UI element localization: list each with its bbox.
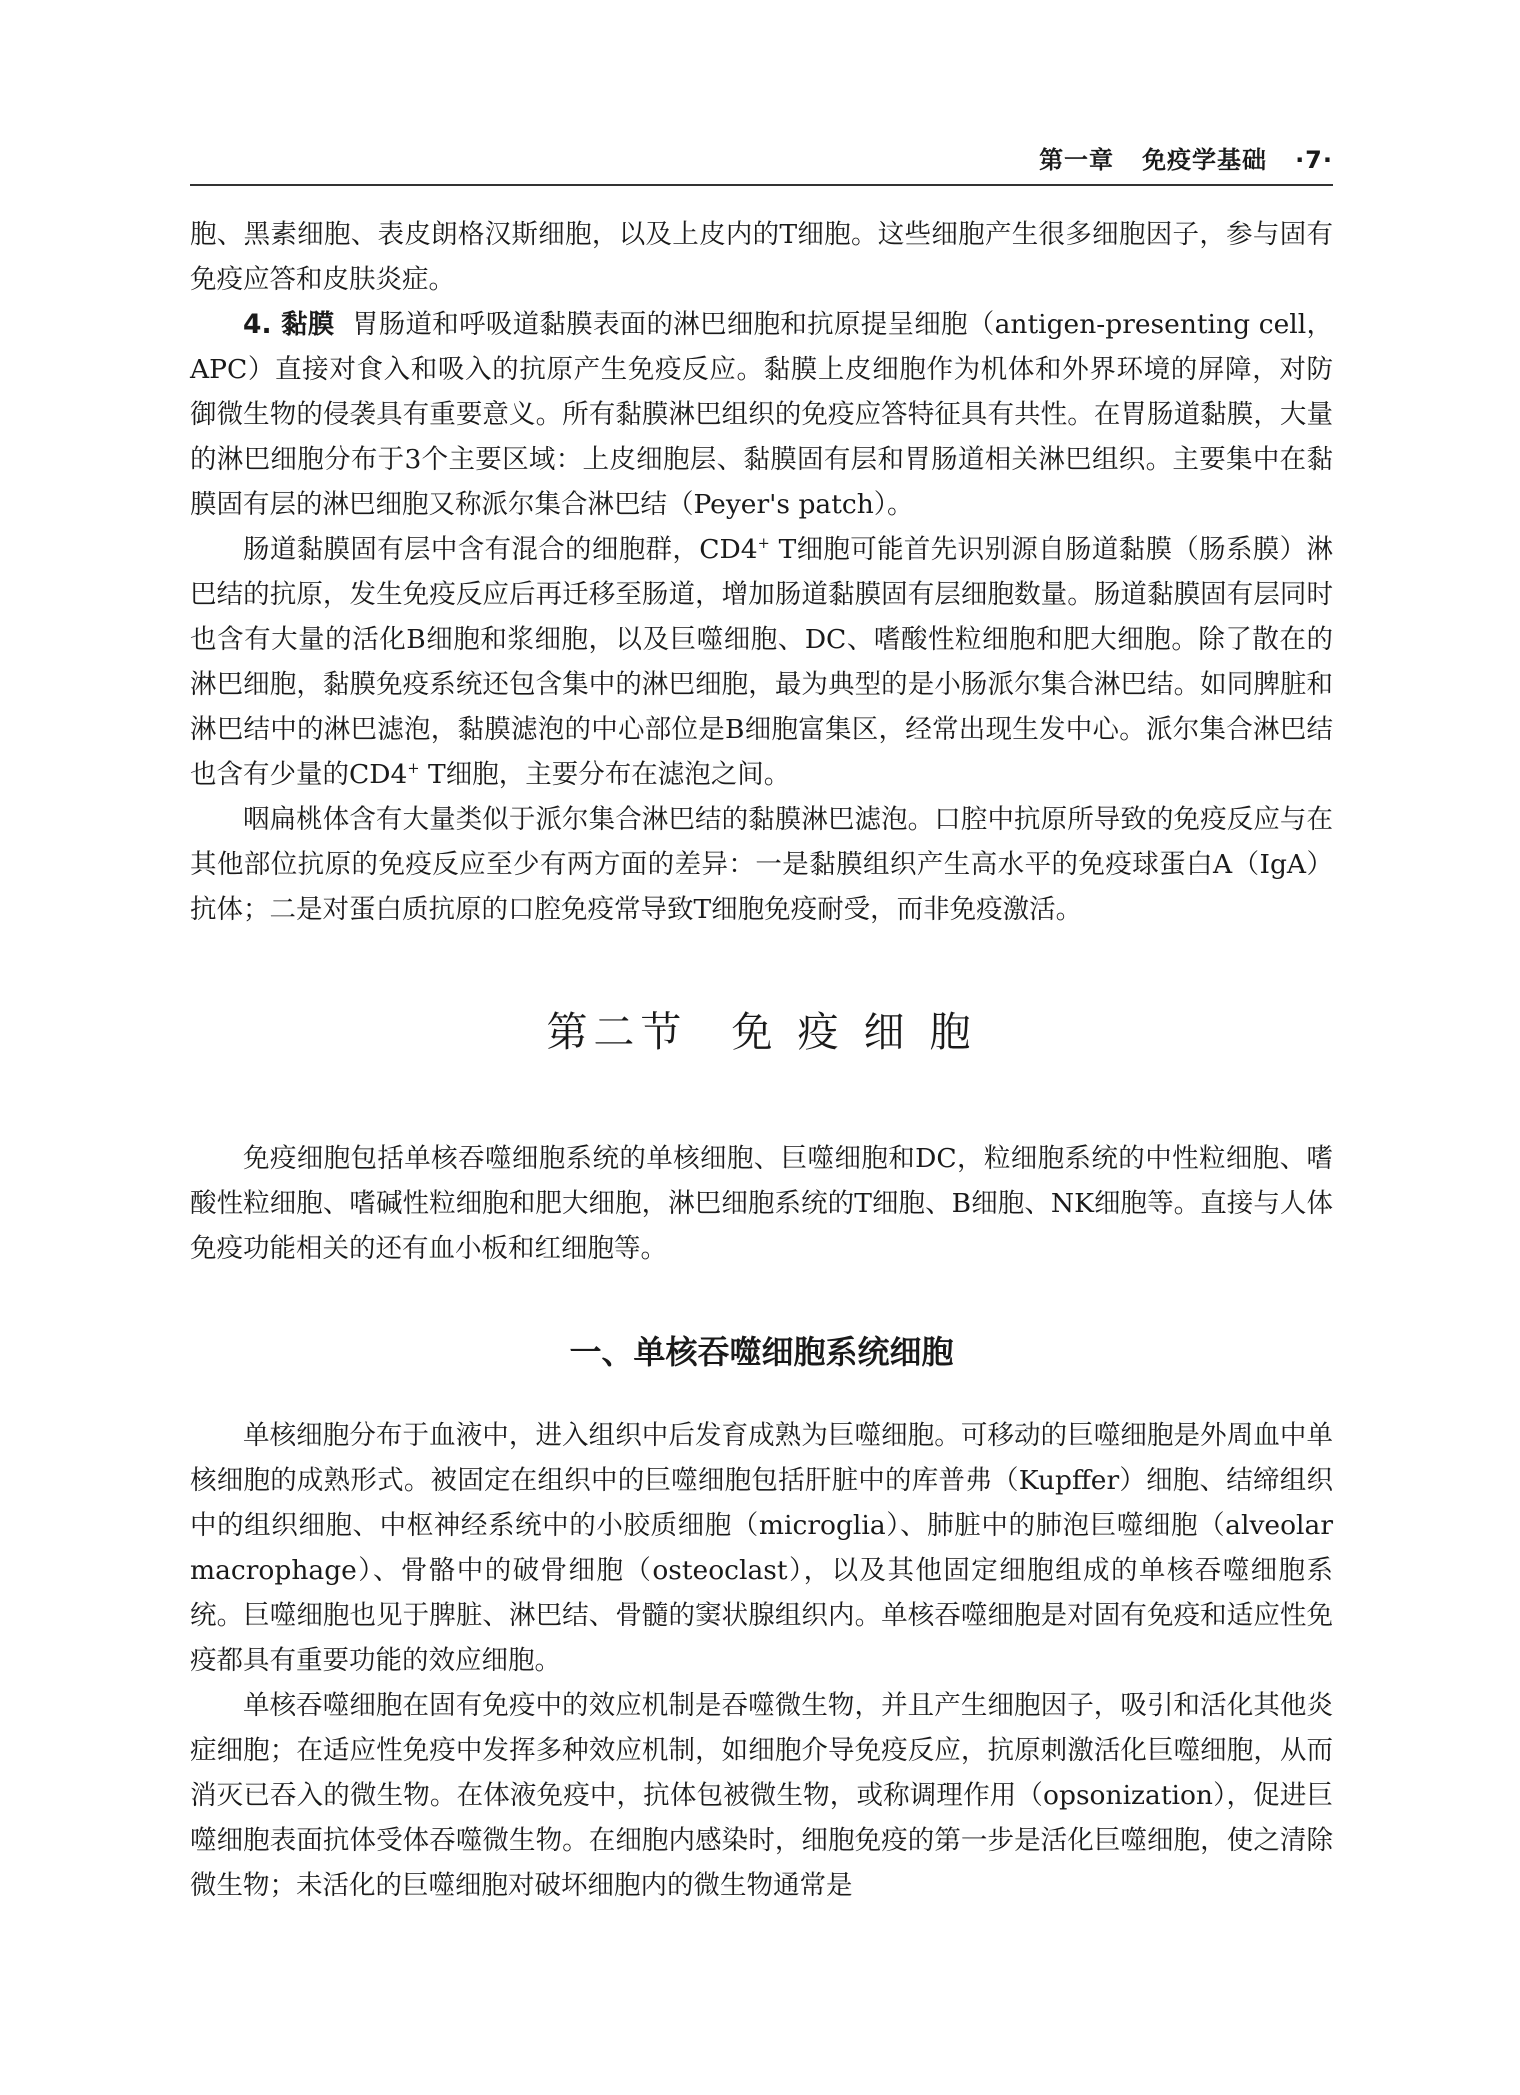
lamina-text-b: T细胞可能首先识别源自肠道黏膜（肠系膜）淋巴结的抗原，发生免疫反应后再迁移至肠道，增加肠道黏膜固有层细胞数量。肠道黏膜固有层同时也含有大量的活化B细胞和浆细胞，以及巨噬细胞、DC、嗜酸性粒细胞和肥大细胞。除了散在的淋巴细胞，黏膜免疫系统还包含集中的淋巴细胞，最为典型的是小肠派尔集合淋巴结。如同脾脏和淋巴结中的淋巴滤泡，黏膜滤泡的中心部位是B细胞富集区，经常出现生发中心。派尔集合淋巴结也含有少量的CD4: [190, 534, 1333, 790]
header-rule: [190, 184, 1333, 186]
paragraph-mononuclear-2: 单核吞噬细胞在固有免疫中的效应机制是吞噬微生物，并且产生细胞因子，吸引和活化其他炎症细胞；在适应性免疫中发挥多种效应机制，如细胞介导免疫反应，抗原刺激活化巨噬细胞，从而消灭已吞入的微生物。在体液免疫中，抗体包被微生物，或称调理作用（opsonization），促进巨噬细胞表面抗体受体吞噬微生物。在细胞内感染时，细胞免疫的第一步是活化巨噬细胞，使之清除微生物；未活化的巨噬细胞对破坏细胞内的微生物通常是: [190, 1690, 1333, 1901]
chapter-title: 免疫学基础: [1142, 146, 1268, 174]
page-number: ·7·: [1295, 146, 1333, 174]
mucosa-heading: 4. 黏膜: [243, 309, 335, 340]
paragraph-section-intro: 免疫细胞包括单核吞噬细胞系统的单核细胞、巨噬细胞和DC，粒细胞系统的中性粒细胞、嗜酸性粒细胞、嗜碱性粒细胞和肥大细胞，淋巴细胞系统的T细胞、B细胞、NK细胞等。直接与人体免疫功能相关的还有血小板和红细胞等。: [190, 1143, 1333, 1264]
lamina-text-a: 肠道黏膜固有层中含有混合的细胞群，CD4: [243, 534, 758, 565]
lamina-text-c: T细胞，主要分布在滤泡之间。: [419, 759, 791, 790]
paragraph-tonsil: 咽扁桃体含有大量类似于派尔集合淋巴结的黏膜淋巴滤泡。口腔中抗原所导致的免疫反应与在其他部位抗原的免疫反应至少有两方面的差异：一是黏膜组织产生高水平的免疫球蛋白A（IgA）抗体；二是对蛋白质抗原的口腔免疫常导致T细胞免疫耐受，而非免疫激活。: [190, 804, 1333, 925]
chapter-label: 第一章: [1039, 146, 1115, 174]
subsection-title: 一、单核吞噬细胞系统细胞: [569, 1333, 954, 1371]
paragraph-lamina-propria: [190, 527, 1333, 797]
mucosa-text: 胃肠道和呼吸道黏膜表面的淋巴细胞和抗原提呈细胞（antigen-presenting cell，APC）直接对食入和吸入的抗原产生免疫反应。黏膜上皮细胞作为机体和外界环境的屏障，对防御微生物的侵袭具有重要意义。所有黏膜淋巴组织的免疫应答特征具有共性。在胃肠道黏膜，大量的淋巴细胞分布于3个主要区域：上皮细胞层、黏膜固有层和胃肠道相关淋巴组织。主要集中在黏膜固有层的淋巴细胞又称派尔集合淋巴结（Peyer's patch）。: [190, 309, 1333, 520]
cd4-superscript: +: [407, 760, 420, 778]
running-header: [190, 140, 1333, 180]
section-number: 第二节: [546, 1008, 688, 1056]
section-title: [190, 1002, 1333, 1062]
paragraph-skin-cells: 胞、黑素细胞、表皮朗格汉斯细胞，以及上皮内的T细胞。这些细胞产生很多细胞因子，参与固有免疫应答和皮肤炎症。: [190, 219, 1333, 295]
page-body: [190, 212, 1333, 1908]
cd4-superscript: +: [757, 535, 770, 553]
section-name: 免 疫 细 胞: [731, 1008, 977, 1056]
paragraph-mononuclear-1: 单核细胞分布于血液中，进入组织中后发育成熟为巨噬细胞。可移动的巨噬细胞是外周血中单核细胞的成熟形式。被固定在组织中的巨噬细胞包括肝脏中的库普弗（Kupffer）细胞、结缔组织中的组织细胞、中枢神经系统中的小胶质细胞（microglia）、肺脏中的肺泡巨噬细胞（alveolar macrophage）、骨骼中的破骨细胞（osteoclast），以及其他固定细胞组成的单核吞噬细胞系统。巨噬细胞也见于脾脏、淋巴结、骨髓的窦状腺组织内。单核吞噬细胞是对固有免疫和适应性免疫都具有重要功能的效应细胞。: [190, 1420, 1333, 1676]
paragraph-mucosa: [190, 302, 1333, 527]
